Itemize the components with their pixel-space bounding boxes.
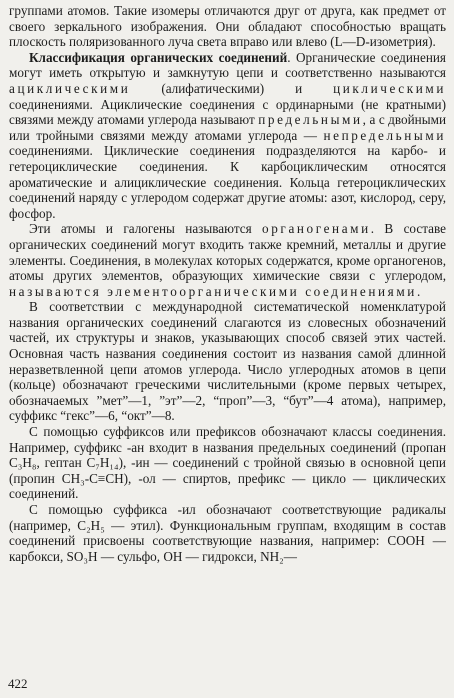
spaced-term: органогенами — [262, 221, 371, 237]
paragraph — [9, 3, 446, 50]
text-segment: . В составе органических соединений могут входить также кремний, металлы и другие элементы. Соединения, в молекулах которых содержатся, кроме органогенов, атомы других элементов, образующих химические связи с углеродом, — [9, 221, 446, 284]
page-number: 422 — [8, 676, 28, 691]
text-segment: соединениями. Ациклические соединения с ординарными (не кратными) связями между атомами углерода называют — [9, 96, 446, 128]
paragraph — [9, 424, 446, 502]
paragraph — [9, 299, 446, 424]
text-segment: , а с двойными или тройными связями между атомами углерода — — [9, 112, 447, 143]
text-segment: группами атомов. Такие изомеры отличаются друг от друга, как предмет от своего зеркального изображения. Они обладают способностью вращать плоскость поляризованного луча света вправо или влево (L—D-изометрия). — [9, 3, 446, 50]
text-segment: Эти атомы и галогены называются — [29, 221, 263, 237]
text-segment: С помощью суффиксов или префиксов обозначают классы соединения. Например, суффикс -ан входит в названия предельных соединений (пропан C₃H₈, гептан C₇H₁₄), -ин — соединений с тройной связью в основной цепи (пропин CH₃-C≡CH), -ол — спиртов, префикс — цикло — циклических соединений. — [9, 424, 446, 502]
spaced-term: ациклическими — [9, 80, 131, 96]
spaced-term: непредельными — [323, 127, 446, 143]
text-segment: (алифатическими) и — [130, 80, 334, 96]
bold-heading: Классификация органических соединений — [29, 49, 288, 65]
text-segment: соединениями. Циклические соединения подразделяются на карбо- и гетероциклические соединения. К карбоциклическим относятся ароматические и алициклические соединения. Кольца гетероциклических соединений наряду с углеродом содержат другие атомы: азот, кислород, серу, фосфор. — [9, 143, 446, 221]
spaced-term: циклическими — [333, 80, 446, 96]
text-body — [9, 3, 446, 564]
paragraph — [9, 502, 446, 564]
spaced-term: называются элементоорганическими соединениями — [9, 283, 417, 299]
text-segment: В соответствии с международной систематической номенклатурой названия органических соединений слагаются из словесных обозначений частей, их структуры и знаков, указывающих способ связей этих частей. Основная часть названия соединения состоит из названия самой длинной неразветвленной цепи атомов углерода. Число углеродных атомов в цепи (кольце) обозначают греческими числительными (кроме первых четырех, обозначаемых ”мет”—1, ”эт”—2, “проп”—3, “бут”—4 атома), например, суффикс “гекс”—6, “окт”—8. — [9, 299, 446, 424]
paragraph — [9, 221, 446, 299]
text-segment: . Органические соединения могут иметь открытую и замкнутую цепи и соответственно называются — [9, 49, 446, 81]
text-segment: С помощью суффикса -ил обозначают соответствующие радикалы (например, C₂H₅ — этил). Функциональным группам, входящим в состав соединений присвоены соответствующие названия, например: COOH — карбокси, SO₃H — сульфо, OH — гидрокси, NH₂— — [9, 502, 446, 564]
text-segment: . — [416, 283, 421, 299]
spaced-term: предельными — [258, 112, 363, 128]
paragraph — [9, 50, 446, 222]
